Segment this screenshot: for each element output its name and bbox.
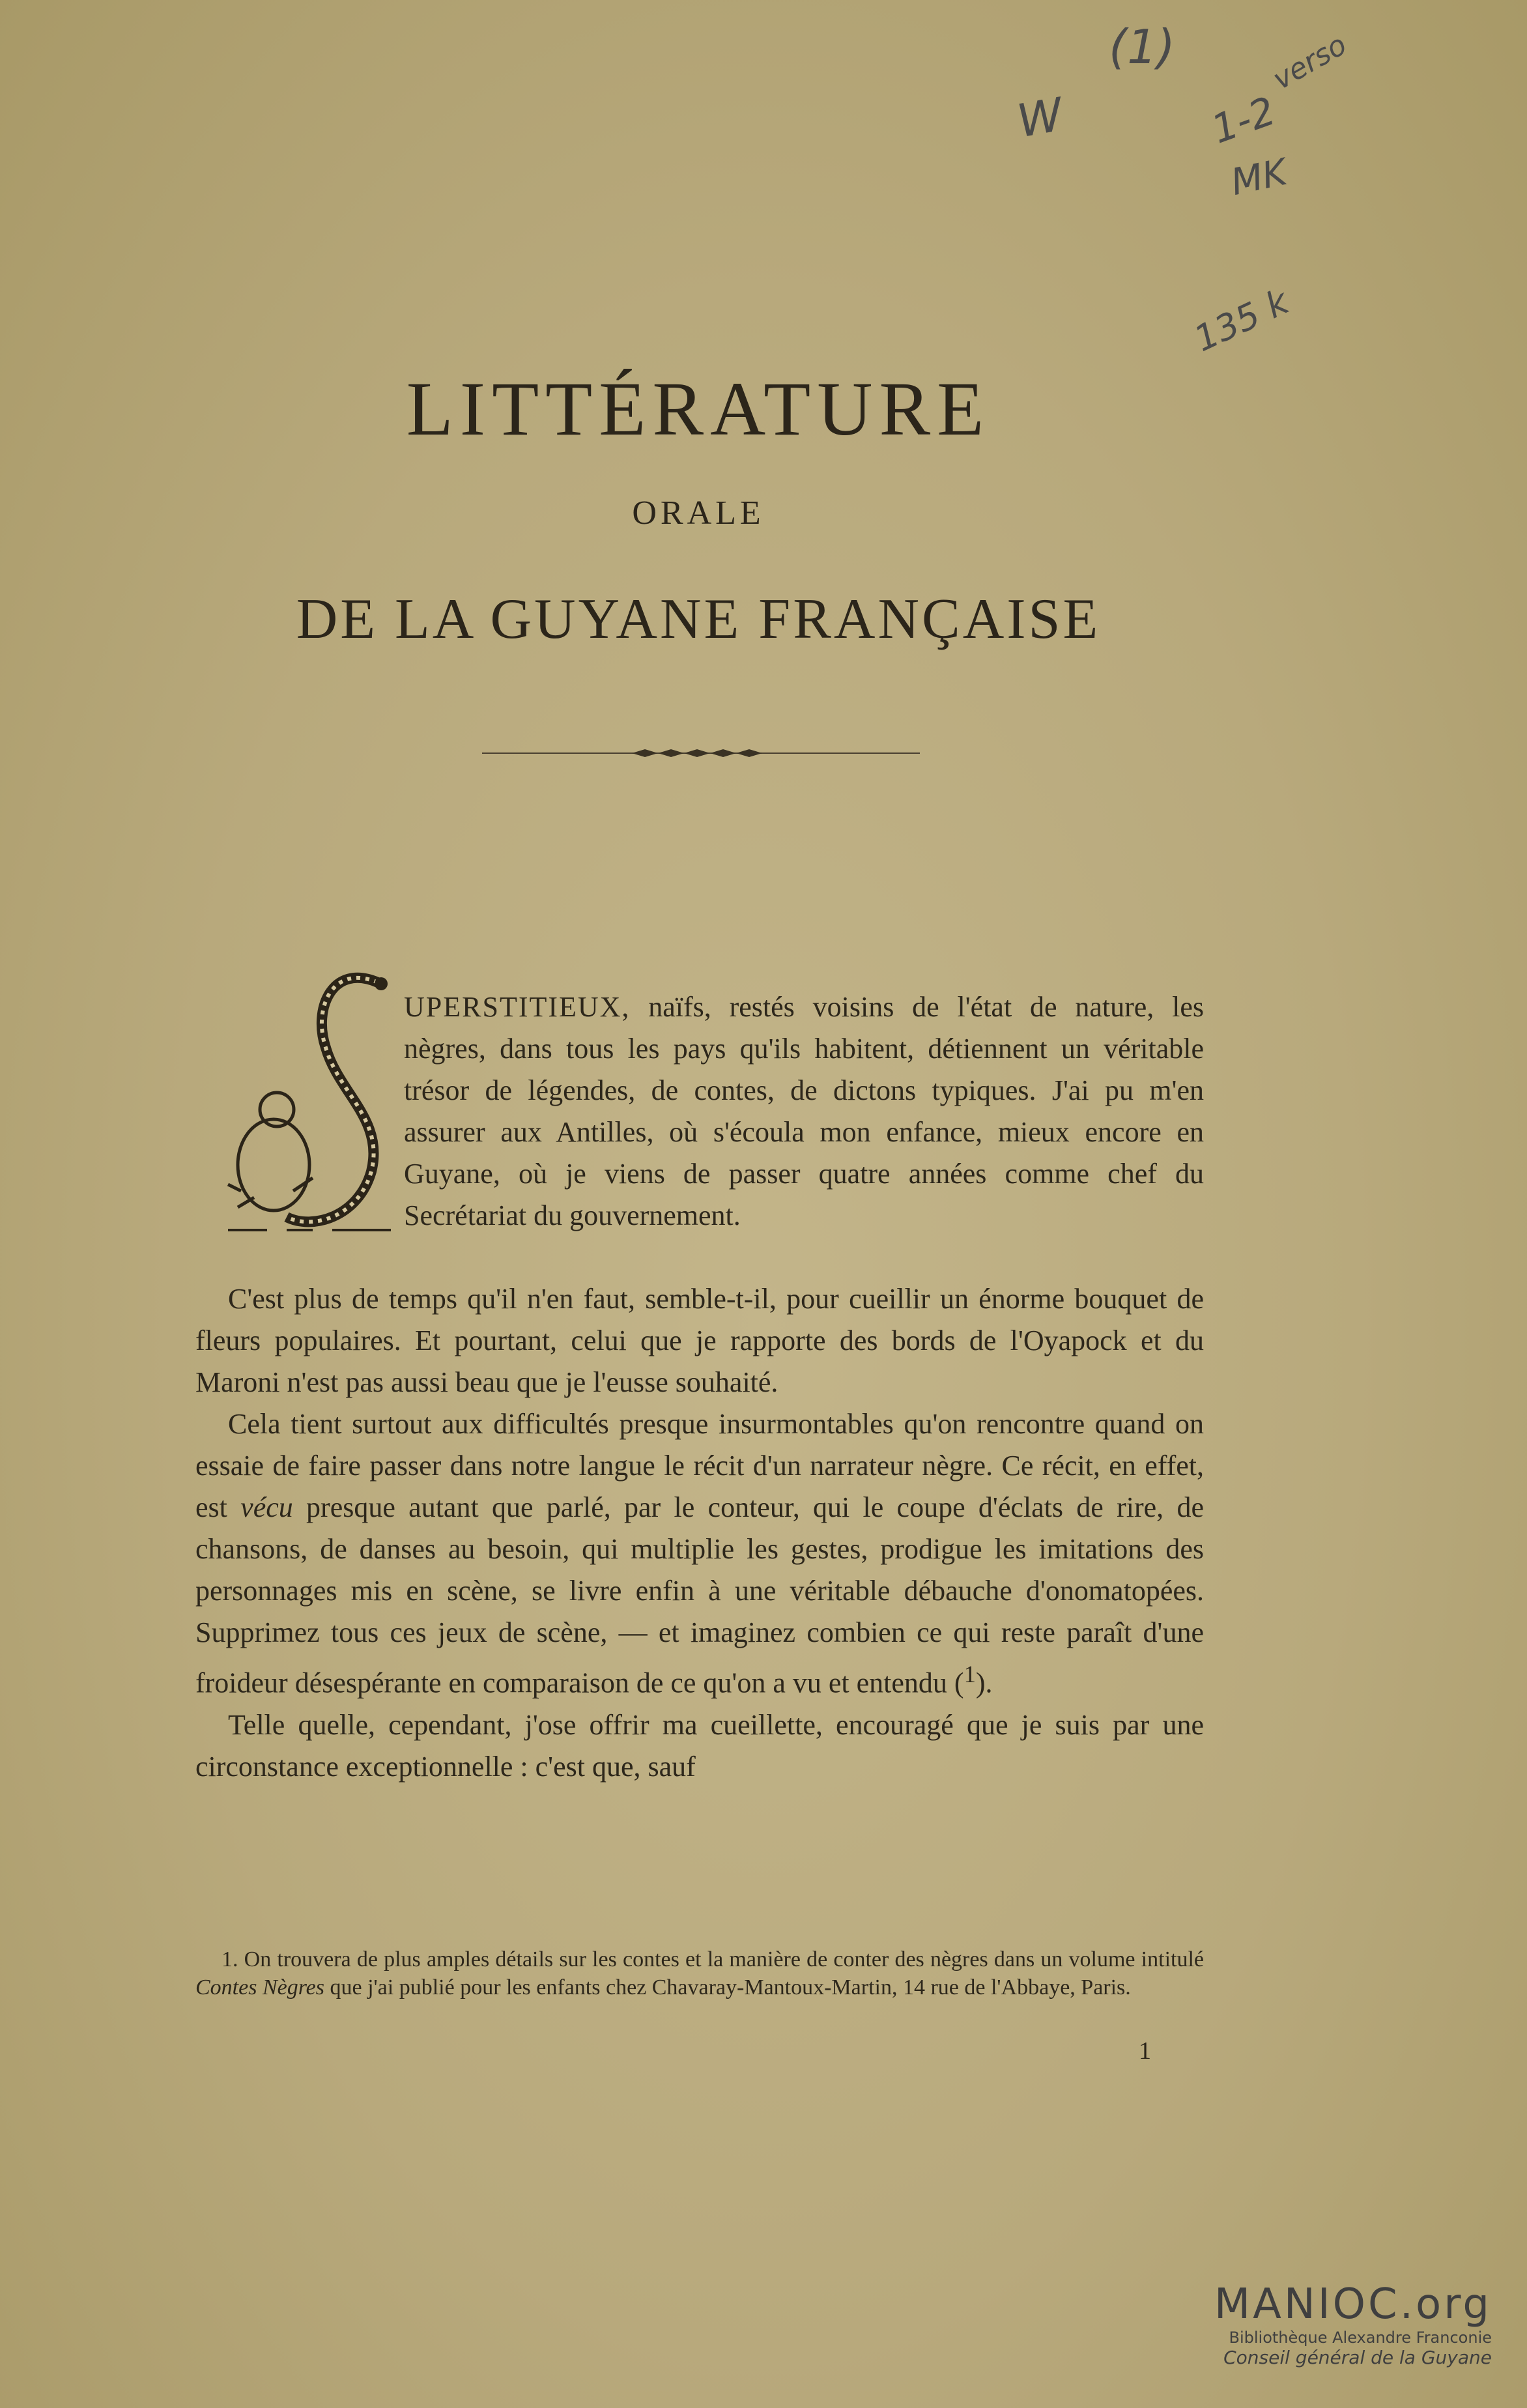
- paragraph-2: C'est plus de temps qu'il n'en faut, semble-t-il, pour cueillir un énorme bouquet de fleurs populaires. Et pourtant, celui que je rapporte des bords de l'Oyapock et du Maroni n'est pas aussi beau que je l'eusse souhaité.: [195, 1283, 1204, 1398]
- pencil-annotation-range: 1-2: [1205, 88, 1282, 153]
- title-line-2: ORALE: [632, 494, 765, 532]
- paragraph-4: Telle quelle, cependant, j'ose offrir ma cueillette, encouragé que je suis par une circonstance exceptionnelle : c'est que, sauf: [195, 1708, 1204, 1783]
- title-line-3: DE LA GUYANE FRANÇAISE: [296, 588, 1101, 651]
- pencil-annotation-shelfmark: 135 k: [1188, 280, 1295, 360]
- footnote-reference: 1: [963, 1661, 976, 1687]
- footnote: [195, 1945, 1204, 2001]
- footnote-part-a: 1. On trouvera de plus amples détails sur les contes et la manière de conter des nègres dans un volume intitulé: [221, 1947, 1204, 1971]
- pencil-annotation-w: W: [1013, 87, 1067, 149]
- pencil-annotation-verso: verso: [1267, 28, 1352, 96]
- paragraph-3-italic: vécu: [240, 1491, 293, 1523]
- ornament-divider: [482, 748, 920, 758]
- paragraph-1-smallcaps: UPERSTITIEUX,: [404, 991, 631, 1023]
- paragraph-3-part-c: ).: [975, 1667, 993, 1699]
- title-line-1: LITTÉRATURE: [406, 366, 991, 452]
- paragraph-3: [195, 1403, 1204, 1704]
- manioc-library-line: Bibliothèque Alexandre Franconie: [1229, 2329, 1492, 2347]
- paragraph-1-text: naïfs, restés voisins de l'état de nature, les nègres, dans tous les pays qu'ils habitent, détiennent un véritable trésor de légendes, de contes, de dictons typiques. J'ai pu m'en assurer aux Antilles, où s'écoula mon enfance, mieux encore en Guyane, où je viens de passer quatre années comme chef du Secrétariat du gouvernement.: [404, 991, 1204, 1231]
- manioc-council-line: Conseil général de la Guyane: [1223, 2347, 1492, 2368]
- manioc-logo-text: MANIOC.org: [1214, 2280, 1492, 2329]
- paragraph-1: [208, 986, 1204, 1237]
- footnote-part-b: que j'ai publié pour les enfants chez Chavaray-Mantoux-Martin, 14 rue de l'Abbaye, Paris.: [324, 1975, 1131, 2000]
- paragraph-3-part-a: Cela tient surtout aux difficultés presque insurmontables qu'on rencontre quand on essaie de faire passer dans notre langue le récit d'un narrateur nègre. Ce récit, en effet, est: [195, 1408, 1204, 1523]
- page-number: 1: [1139, 2037, 1151, 2065]
- pencil-annotation-mk: MK: [1227, 150, 1291, 205]
- body-text: [195, 1278, 1204, 1788]
- paragraph-3-part-b: presque autant que parlé, par le conteur, qui le coupe d'éclats de rire, de chansons, de danses au besoin, qui multiplie les gestes, prodigue les imitations des personnages mis en scène, se livre enfin à une véritable débauche d'onomatopées. Supprimez tous ces jeux de scène, — et imaginez combien ce qui reste paraît d'une froideur désespérante en comparaison de ce qu'on a vu et entendu (: [195, 1491, 1204, 1699]
- footnote-italic-title: Contes Nègres: [195, 1975, 325, 2000]
- manioc-watermark: [1186, 2280, 1492, 2368]
- pencil-annotation-circled-1: (1): [1109, 20, 1175, 74]
